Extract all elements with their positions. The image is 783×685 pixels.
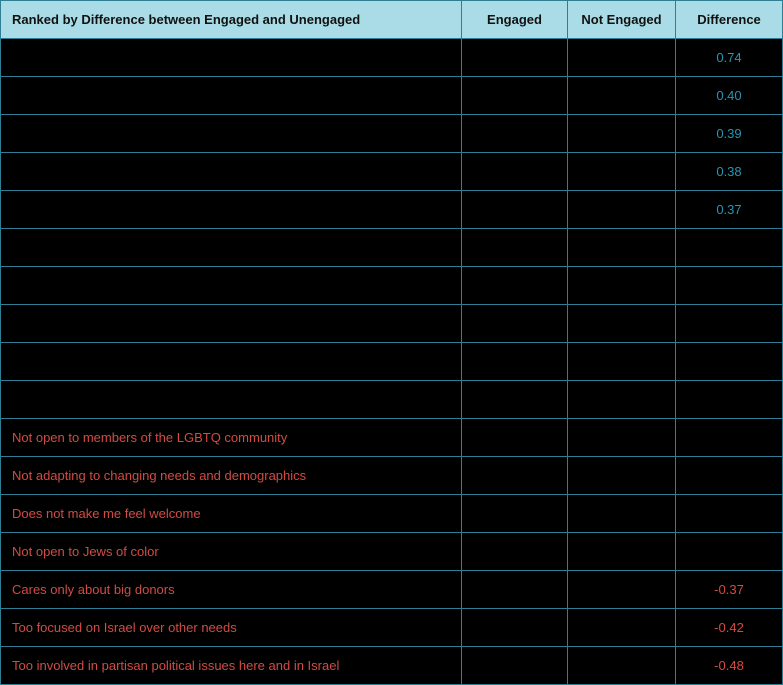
header-difference: Difference [676,1,783,39]
engaged-value [462,267,568,305]
row-label [1,229,462,267]
difference-value [676,457,783,495]
difference-value [676,343,783,381]
table-row [1,343,783,381]
row-label [1,191,462,229]
engaged-value [462,419,568,457]
not-engaged-value [568,39,676,77]
row-label [1,381,462,419]
not-engaged-value [568,457,676,495]
table-row [1,495,783,533]
table-row [1,191,783,229]
not-engaged-value [568,381,676,419]
engaged-value [462,191,568,229]
row-label [1,153,462,191]
difference-value: 0.39 [676,115,783,153]
row-label: Not open to Jews of color [1,533,462,571]
table-row [1,609,783,647]
not-engaged-value [568,419,676,457]
row-label: Cares only about big donors [1,571,462,609]
row-label [1,77,462,115]
row-label [1,305,462,343]
difference-value: 0.37 [676,191,783,229]
not-engaged-value [568,647,676,685]
difference-value [676,495,783,533]
difference-value: 0.38 [676,153,783,191]
row-label: Not adapting to changing needs and demographics [1,457,462,495]
engaged-value [462,495,568,533]
header-item-label: Ranked by Difference between Engaged and Unengaged [1,1,462,39]
engaged-value [462,39,568,77]
engaged-value [462,343,568,381]
table-row [1,115,783,153]
not-engaged-value [568,115,676,153]
difference-value: -0.48 [676,647,783,685]
engaged-value [462,647,568,685]
engaged-value [462,229,568,267]
difference-value [676,533,783,571]
difference-value: -0.37 [676,571,783,609]
difference-value: 0.40 [676,77,783,115]
header-row [1,1,783,39]
engaged-value [462,115,568,153]
row-label: Too involved in partisan political issues here and in Israel [1,647,462,685]
header-engaged: Engaged [462,1,568,39]
engaged-value [462,305,568,343]
table-row [1,305,783,343]
table-row [1,77,783,115]
difference-value: -0.42 [676,609,783,647]
engaged-value [462,609,568,647]
table-body [1,39,783,685]
table-row [1,229,783,267]
table-header [1,1,783,39]
header-not-engaged: Not Engaged [568,1,676,39]
difference-value [676,229,783,267]
table-row [1,647,783,685]
not-engaged-value [568,77,676,115]
row-label [1,115,462,153]
difference-value [676,305,783,343]
table-row [1,39,783,77]
table-row [1,381,783,419]
table-row [1,419,783,457]
difference-value [676,381,783,419]
not-engaged-value [568,343,676,381]
row-label [1,267,462,305]
table-row [1,457,783,495]
difference-value [676,419,783,457]
row-label: Not open to members of the LGBTQ community [1,419,462,457]
table-row [1,267,783,305]
not-engaged-value [568,267,676,305]
not-engaged-value [568,533,676,571]
not-engaged-value [568,609,676,647]
table-row [1,533,783,571]
engaged-value [462,571,568,609]
row-label [1,343,462,381]
row-label: Does not make me feel welcome [1,495,462,533]
not-engaged-value [568,191,676,229]
table-row [1,153,783,191]
not-engaged-value [568,229,676,267]
not-engaged-value [568,495,676,533]
row-label [1,39,462,77]
engaged-value [462,153,568,191]
table-row [1,571,783,609]
difference-value: 0.74 [676,39,783,77]
row-label: Too focused on Israel over other needs [1,609,462,647]
engaged-value [462,457,568,495]
engaged-value [462,533,568,571]
not-engaged-value [568,305,676,343]
engaged-value [462,381,568,419]
engaged-value [462,77,568,115]
not-engaged-value [568,153,676,191]
difference-value [676,267,783,305]
not-engaged-value [568,571,676,609]
